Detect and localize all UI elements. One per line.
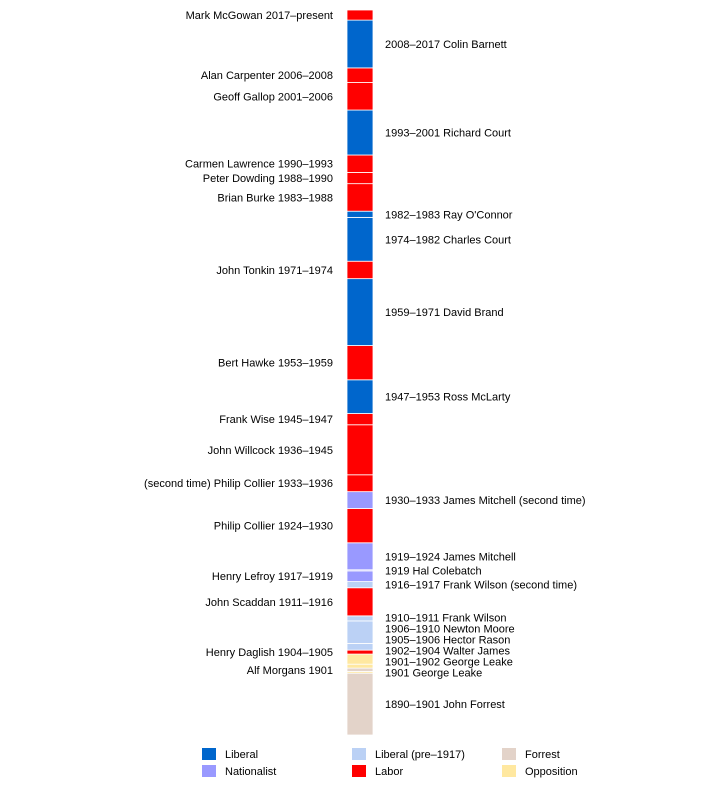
bar-segment	[347, 20, 373, 68]
bar-segment	[347, 261, 373, 278]
bar-segment	[347, 425, 373, 475]
segment-label: 1947–1953 Ross McLarty	[385, 391, 511, 404]
segment-label: Peter Dowding 1988–1990	[202, 173, 333, 186]
legend-label: Forrest	[525, 749, 560, 761]
segment-label: Henry Lefroy 1917–1919	[211, 571, 333, 584]
segment-label: Frank Wise 1945–1947	[219, 414, 333, 427]
legend-label: Labor	[375, 766, 404, 778]
bar-segment	[347, 654, 373, 664]
bar-segment	[347, 571, 373, 582]
bar-segment	[347, 543, 373, 570]
bar-segment	[347, 650, 373, 654]
bar-segment	[347, 475, 373, 492]
bar-segment	[347, 217, 373, 261]
bar-segment	[347, 588, 373, 616]
segment-label: Bert Hawke 1953–1959	[218, 357, 333, 370]
bar-segment	[347, 110, 373, 155]
segment-label: 2008–2017 Colin Barnett	[385, 39, 507, 52]
bar-segment	[347, 492, 373, 509]
legend-swatch	[352, 748, 366, 760]
segment-label: Mark McGowan 2017–present	[185, 10, 333, 23]
bar-segment	[347, 673, 373, 735]
bar-segment	[347, 83, 373, 111]
bar-segment	[347, 616, 373, 621]
segment-label: 1919–1924 James Mitchell	[385, 551, 516, 564]
segment-label: John Tonkin 1971–1974	[216, 264, 333, 277]
segment-label: 1919 Hal Colebatch	[385, 565, 482, 578]
bar-segment	[347, 664, 373, 668]
bar-segment	[347, 346, 373, 380]
segment-label: Alf Morgans 1901	[246, 664, 333, 677]
bar-segment	[347, 668, 373, 671]
segment-label: John Willcock 1936–1945	[207, 444, 333, 457]
bar-segment	[347, 68, 373, 83]
segment-label: Brian Burke 1983–1988	[217, 192, 333, 205]
bar-segment	[347, 621, 373, 643]
segment-label: 1901 George Leake	[385, 667, 483, 680]
bar-segment	[347, 279, 373, 346]
segment-label: 1910–1911 Frank Wilson	[385, 612, 507, 625]
legend-swatch	[202, 748, 216, 760]
bar-segment	[347, 184, 373, 212]
segment-label: Philip Collier 1924–1930	[213, 520, 333, 533]
segment-label: 1916–1917 Frank Wilson (second time)	[385, 579, 577, 592]
bar-segment	[347, 211, 373, 217]
segment-label: 1959–1971 David Brand	[385, 307, 504, 320]
bar-segment	[347, 582, 373, 588]
segment-label: 1974–1982 Charles Court	[385, 234, 511, 247]
legend-label: Opposition	[525, 766, 578, 778]
segment-label: Alan Carpenter 2006–2008	[200, 70, 333, 83]
segment-label: John Scaddan 1911–1916	[205, 596, 333, 609]
bar-segment	[347, 414, 373, 425]
bar-segment	[347, 155, 373, 172]
segment-label: 1902–1904 Walter James	[385, 645, 510, 658]
segment-label: 1982–1983 Ray O'Connor	[385, 209, 513, 222]
legend-label: Nationalist	[225, 766, 277, 778]
legend	[202, 748, 578, 778]
bar-segment	[347, 509, 373, 543]
segment-label: 1890–1901 John Forrest	[385, 699, 505, 712]
segment-label: Henry Daglish 1904–1905	[205, 647, 333, 660]
bar-segment	[347, 10, 373, 20]
segment-label: 1901–1902 George Leake	[385, 656, 513, 669]
segment-label: (second time) Philip Collier 1933–1936	[144, 478, 333, 491]
timeline-bars	[347, 10, 373, 735]
segment-label: 1993–2001 Richard Court	[385, 127, 511, 140]
legend-swatch	[352, 765, 366, 777]
segment-label: Geoff Gallop 2001–2006	[213, 91, 333, 104]
legend-swatch	[202, 765, 216, 777]
segment-label: 1930–1933 James Mitchell (second time)	[385, 495, 586, 508]
bar-segment	[347, 380, 373, 414]
bar-segment	[347, 643, 373, 650]
legend-label: Liberal (pre–1917)	[375, 749, 465, 761]
legend-label: Liberal	[225, 749, 259, 761]
segment-label: 1905–1906 Hector Rason	[385, 634, 511, 647]
legend-swatch	[502, 748, 516, 760]
segment-label: 1906–1910 Newton Moore	[385, 623, 515, 636]
legend-swatch	[502, 765, 516, 777]
segment-label: Carmen Lawrence 1990–1993	[185, 158, 333, 171]
bar-segment	[347, 172, 373, 183]
